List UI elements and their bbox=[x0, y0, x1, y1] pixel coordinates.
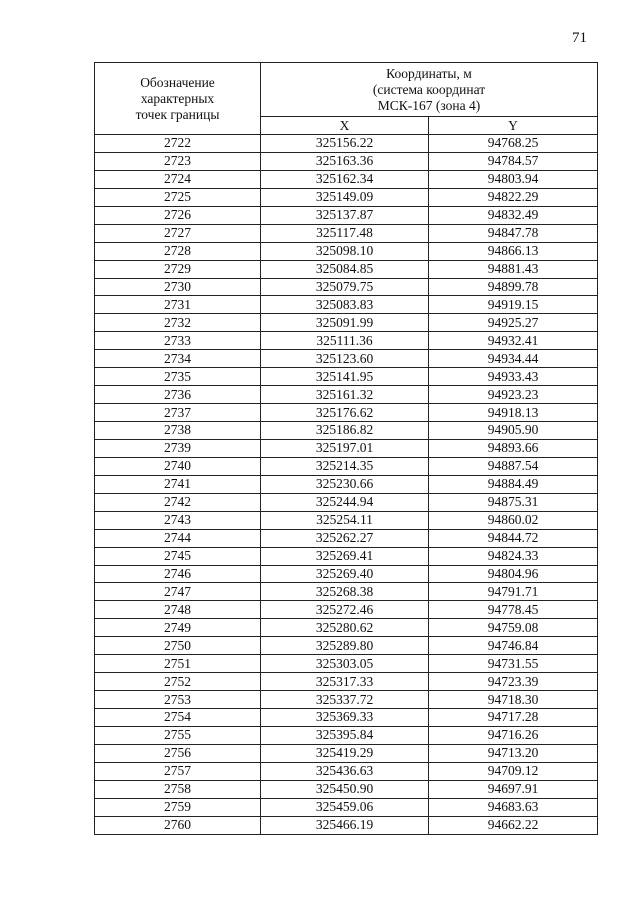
table-row bbox=[95, 780, 598, 798]
x-coordinate-cell: 325269.40 bbox=[261, 565, 429, 583]
x-coordinate-cell: 325395.84 bbox=[261, 726, 429, 744]
y-coordinate-cell: 94932.41 bbox=[429, 332, 598, 350]
x-coordinate-cell: 325269.41 bbox=[261, 547, 429, 565]
x-coordinate-cell: 325459.06 bbox=[261, 798, 429, 816]
point-id-cell: 2750 bbox=[95, 637, 261, 655]
coords-header-line: (система координат bbox=[372, 81, 486, 97]
x-coordinate-cell: 325156.22 bbox=[261, 135, 429, 153]
table-body bbox=[95, 135, 598, 835]
coords-header-line: Координаты, м bbox=[386, 65, 472, 81]
x-coordinate-cell: 325186.82 bbox=[261, 422, 429, 440]
table-row bbox=[95, 296, 598, 314]
coordinates-column-header bbox=[261, 63, 598, 117]
table-row bbox=[95, 637, 598, 655]
table-row bbox=[95, 601, 598, 619]
y-coordinate-cell: 94746.84 bbox=[429, 637, 598, 655]
point-id-cell: 2731 bbox=[95, 296, 261, 314]
y-coordinate-cell: 94768.25 bbox=[429, 135, 598, 153]
table-row bbox=[95, 691, 598, 709]
x-coordinate-cell: 325176.62 bbox=[261, 404, 429, 422]
x-coordinate-cell: 325254.11 bbox=[261, 511, 429, 529]
x-coordinate-cell: 325214.35 bbox=[261, 457, 429, 475]
y-coordinate-cell: 94803.94 bbox=[429, 170, 598, 188]
y-coordinate-cell: 94884.49 bbox=[429, 475, 598, 493]
point-id-cell: 2730 bbox=[95, 278, 261, 296]
y-coordinate-cell: 94716.26 bbox=[429, 726, 598, 744]
point-id-cell: 2747 bbox=[95, 583, 261, 601]
y-coordinate-cell: 94731.55 bbox=[429, 655, 598, 673]
y-coordinate-cell: 94860.02 bbox=[429, 511, 598, 529]
y-coordinate-cell: 94918.13 bbox=[429, 404, 598, 422]
y-coordinate-cell: 94905.90 bbox=[429, 422, 598, 440]
x-coordinate-cell: 325161.32 bbox=[261, 386, 429, 404]
y-coordinate-cell: 94887.54 bbox=[429, 457, 598, 475]
x-coordinate-cell: 325117.48 bbox=[261, 224, 429, 242]
table-row bbox=[95, 565, 598, 583]
table-row bbox=[95, 619, 598, 637]
point-id-cell: 2744 bbox=[95, 529, 261, 547]
table-row bbox=[95, 332, 598, 350]
y-coordinate-cell: 94844.72 bbox=[429, 529, 598, 547]
table-row bbox=[95, 673, 598, 691]
table-row bbox=[95, 709, 598, 727]
x-coordinate-cell: 325137.87 bbox=[261, 206, 429, 224]
y-coordinate-cell: 94723.39 bbox=[429, 673, 598, 691]
table-row bbox=[95, 511, 598, 529]
point-id-cell: 2748 bbox=[95, 601, 261, 619]
coordinates-table bbox=[94, 62, 598, 835]
x-coordinate-cell: 325289.80 bbox=[261, 637, 429, 655]
page-number: 71 bbox=[572, 30, 587, 46]
point-id-cell: 2749 bbox=[95, 619, 261, 637]
y-coordinate-cell: 94919.15 bbox=[429, 296, 598, 314]
x-coordinate-cell: 325436.63 bbox=[261, 762, 429, 780]
x-coordinate-cell: 325162.34 bbox=[261, 170, 429, 188]
point-id-cell: 2759 bbox=[95, 798, 261, 816]
y-coordinate-cell: 94717.28 bbox=[429, 709, 598, 727]
x-coordinate-cell: 325123.60 bbox=[261, 350, 429, 368]
table-row bbox=[95, 457, 598, 475]
x-coordinate-cell: 325337.72 bbox=[261, 691, 429, 709]
table-row bbox=[95, 475, 598, 493]
y-column-header: Y bbox=[429, 117, 598, 135]
table-row bbox=[95, 170, 598, 188]
point-id-cell: 2735 bbox=[95, 368, 261, 386]
table-row bbox=[95, 260, 598, 278]
x-coordinate-cell: 325450.90 bbox=[261, 780, 429, 798]
y-coordinate-cell: 94824.33 bbox=[429, 547, 598, 565]
table-row bbox=[95, 744, 598, 762]
x-coordinate-cell: 325466.19 bbox=[261, 816, 429, 834]
table-row bbox=[95, 152, 598, 170]
x-coordinate-cell: 325419.29 bbox=[261, 744, 429, 762]
x-coordinate-cell: 325111.36 bbox=[261, 332, 429, 350]
point-header-line: точек границы bbox=[135, 106, 220, 122]
x-coordinate-cell: 325262.27 bbox=[261, 529, 429, 547]
y-coordinate-cell: 94934.44 bbox=[429, 350, 598, 368]
y-coordinate-cell: 94662.22 bbox=[429, 816, 598, 834]
point-id-cell: 2738 bbox=[95, 422, 261, 440]
table-row bbox=[95, 206, 598, 224]
point-id-cell: 2741 bbox=[95, 475, 261, 493]
table-row bbox=[95, 188, 598, 206]
point-id-cell: 2754 bbox=[95, 709, 261, 727]
y-coordinate-cell: 94759.08 bbox=[429, 619, 598, 637]
x-coordinate-cell: 325317.33 bbox=[261, 673, 429, 691]
y-coordinate-cell: 94899.78 bbox=[429, 278, 598, 296]
point-id-cell: 2760 bbox=[95, 816, 261, 834]
y-coordinate-cell: 94778.45 bbox=[429, 601, 598, 619]
point-id-cell: 2743 bbox=[95, 511, 261, 529]
x-coordinate-cell: 325303.05 bbox=[261, 655, 429, 673]
y-coordinate-cell: 94697.91 bbox=[429, 780, 598, 798]
point-id-cell: 2757 bbox=[95, 762, 261, 780]
point-header-line: характерных bbox=[140, 90, 215, 106]
x-coordinate-cell: 325079.75 bbox=[261, 278, 429, 296]
point-id-cell: 2756 bbox=[95, 744, 261, 762]
x-coordinate-cell: 325163.36 bbox=[261, 152, 429, 170]
point-id-cell: 2729 bbox=[95, 260, 261, 278]
y-coordinate-cell: 94933.43 bbox=[429, 368, 598, 386]
y-coordinate-cell: 94791.71 bbox=[429, 583, 598, 601]
x-coordinate-cell: 325098.10 bbox=[261, 242, 429, 260]
x-coordinate-cell: 325230.66 bbox=[261, 475, 429, 493]
point-id-cell: 2723 bbox=[95, 152, 261, 170]
x-column-header: X bbox=[261, 117, 429, 135]
x-coordinate-cell: 325280.62 bbox=[261, 619, 429, 637]
point-id-cell: 2740 bbox=[95, 457, 261, 475]
point-id-cell: 2728 bbox=[95, 242, 261, 260]
point-id-cell: 2736 bbox=[95, 386, 261, 404]
point-id-cell: 2737 bbox=[95, 404, 261, 422]
table-row bbox=[95, 386, 598, 404]
point-header-line: Обозначение bbox=[140, 74, 215, 90]
point-id-cell: 2745 bbox=[95, 547, 261, 565]
y-coordinate-cell: 94822.29 bbox=[429, 188, 598, 206]
x-coordinate-cell: 325149.09 bbox=[261, 188, 429, 206]
point-id-cell: 2753 bbox=[95, 691, 261, 709]
table-row bbox=[95, 135, 598, 153]
point-id-cell: 2722 bbox=[95, 135, 261, 153]
table-row bbox=[95, 762, 598, 780]
point-id-cell: 2758 bbox=[95, 780, 261, 798]
y-coordinate-cell: 94784.57 bbox=[429, 152, 598, 170]
table-row bbox=[95, 726, 598, 744]
y-coordinate-cell: 94683.63 bbox=[429, 798, 598, 816]
table-row bbox=[95, 422, 598, 440]
table-header bbox=[95, 63, 598, 135]
table-row bbox=[95, 816, 598, 834]
y-coordinate-cell: 94893.66 bbox=[429, 439, 598, 457]
x-coordinate-cell: 325244.94 bbox=[261, 493, 429, 511]
point-id-cell: 2733 bbox=[95, 332, 261, 350]
y-coordinate-cell: 94804.96 bbox=[429, 565, 598, 583]
table-row bbox=[95, 404, 598, 422]
point-id-cell: 2755 bbox=[95, 726, 261, 744]
table-row bbox=[95, 368, 598, 386]
table-row bbox=[95, 242, 598, 260]
point-id-cell: 2746 bbox=[95, 565, 261, 583]
table-row bbox=[95, 798, 598, 816]
point-column-header bbox=[95, 63, 261, 135]
point-id-cell: 2739 bbox=[95, 439, 261, 457]
y-coordinate-cell: 94709.12 bbox=[429, 762, 598, 780]
x-coordinate-cell: 325084.85 bbox=[261, 260, 429, 278]
point-id-cell: 2734 bbox=[95, 350, 261, 368]
table-row bbox=[95, 655, 598, 673]
x-coordinate-cell: 325091.99 bbox=[261, 314, 429, 332]
table-row bbox=[95, 493, 598, 511]
table-row bbox=[95, 583, 598, 601]
table-row bbox=[95, 278, 598, 296]
point-id-cell: 2742 bbox=[95, 493, 261, 511]
table-row bbox=[95, 224, 598, 242]
x-coordinate-cell: 325083.83 bbox=[261, 296, 429, 314]
y-coordinate-cell: 94866.13 bbox=[429, 242, 598, 260]
x-coordinate-cell: 325141.95 bbox=[261, 368, 429, 386]
x-coordinate-cell: 325272.46 bbox=[261, 601, 429, 619]
point-id-cell: 2752 bbox=[95, 673, 261, 691]
point-id-cell: 2751 bbox=[95, 655, 261, 673]
y-coordinate-cell: 94718.30 bbox=[429, 691, 598, 709]
y-coordinate-cell: 94875.31 bbox=[429, 493, 598, 511]
y-coordinate-cell: 94713.20 bbox=[429, 744, 598, 762]
table-row bbox=[95, 439, 598, 457]
x-coordinate-cell: 325369.33 bbox=[261, 709, 429, 727]
x-coordinate-cell: 325197.01 bbox=[261, 439, 429, 457]
coords-header-line: МСК-167 (зона 4) bbox=[377, 97, 481, 113]
y-coordinate-cell: 94832.49 bbox=[429, 206, 598, 224]
point-id-cell: 2725 bbox=[95, 188, 261, 206]
y-coordinate-cell: 94925.27 bbox=[429, 314, 598, 332]
y-coordinate-cell: 94881.43 bbox=[429, 260, 598, 278]
y-coordinate-cell: 94847.78 bbox=[429, 224, 598, 242]
x-coordinate-cell: 325268.38 bbox=[261, 583, 429, 601]
table-row bbox=[95, 350, 598, 368]
table-row bbox=[95, 547, 598, 565]
point-id-cell: 2726 bbox=[95, 206, 261, 224]
point-id-cell: 2727 bbox=[95, 224, 261, 242]
table-row bbox=[95, 314, 598, 332]
table-row bbox=[95, 529, 598, 547]
y-coordinate-cell: 94923.23 bbox=[429, 386, 598, 404]
point-id-cell: 2732 bbox=[95, 314, 261, 332]
point-id-cell: 2724 bbox=[95, 170, 261, 188]
